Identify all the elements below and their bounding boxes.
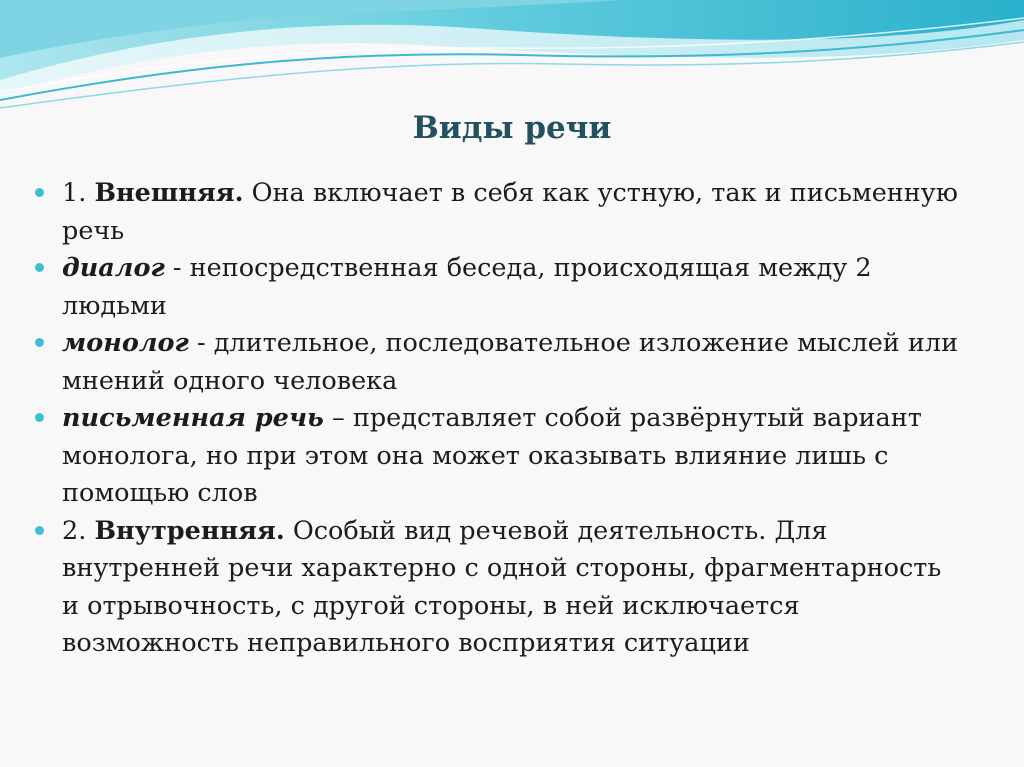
bullet-text: – представляет собой развёрнутый вариант монолога, но при этом она может оказывать влияние лишь с помощью слов (62, 403, 922, 508)
bullet-dialog (62, 250, 962, 325)
bullet-text: Она включает в себя как устную, так и письменную речь (62, 178, 959, 246)
bullet-monolog (62, 325, 962, 400)
bullet-list (62, 175, 962, 663)
bullet-text: - непосредственная беседа, происходящая между 2 людьми (62, 253, 872, 321)
bullet-text: Особый вид речевой деятельность. Для внутренней речи характерно с одной стороны, фрагментарность и отрывочность, с другой стороны, в ней исключается возможность неправильного восприятия ситуации (62, 515, 942, 658)
bullet-dot-icon (35, 263, 44, 272)
bullet-text: - длительное, последовательное изложение мыслей или мнений одного человека (62, 328, 959, 396)
bullet-internal-speech (62, 513, 962, 663)
bullet-dot-icon (35, 413, 44, 422)
bullet-term: Внешняя. (94, 178, 244, 208)
bullet-external-speech (62, 175, 962, 250)
bullet-term: письменная речь (62, 403, 324, 433)
slide-title: Виды речи (412, 110, 612, 146)
bullet-term: монолог (62, 328, 189, 358)
bullet-dot-icon (35, 526, 44, 535)
bullet-number: 1. (62, 178, 87, 208)
bullet-written-speech (62, 400, 962, 513)
bullet-dot-icon (35, 188, 44, 197)
bullet-number: 2. (62, 515, 87, 546)
bullet-term: Внутренняя. (94, 515, 285, 546)
bullet-term: диалог (62, 253, 165, 283)
bullet-dot-icon (35, 338, 44, 347)
